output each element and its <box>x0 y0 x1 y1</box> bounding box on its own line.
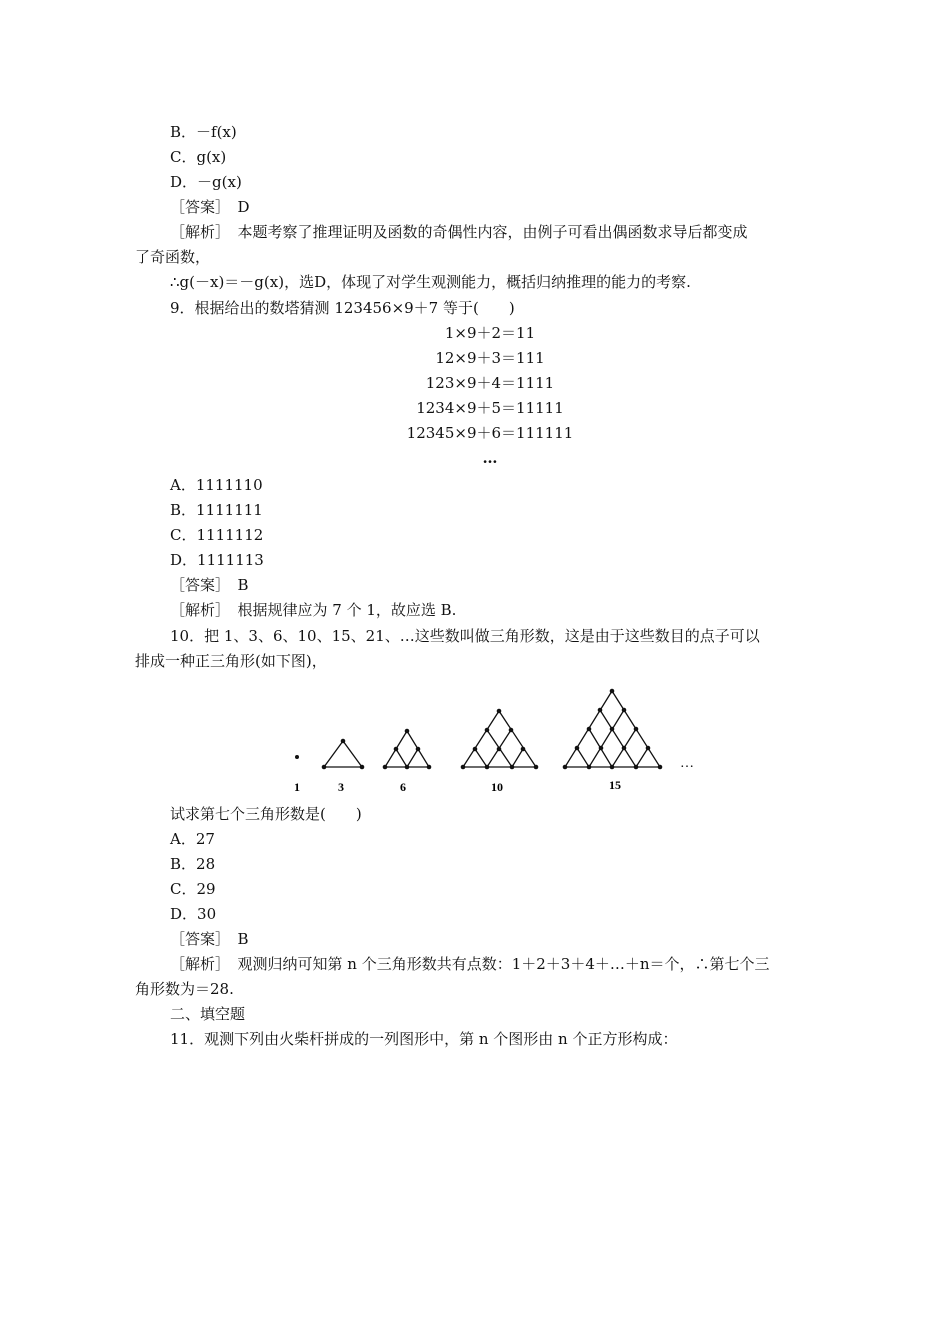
label-ellipsis: … <box>680 756 694 771</box>
q9-option-a: A．1111110 <box>170 476 263 494</box>
q11-stem: 11．观测下列由火柴杆拼成的一列图形中，第 n 个图形由 n 个正方形构成： <box>170 1030 678 1048</box>
q10-answer: ［答案］ B <box>170 930 249 948</box>
q8-answer: ［答案］ D <box>170 198 250 216</box>
q9-stem: 9．根据给出的数塔猜测 123456×9＋7 等于( ) <box>170 299 515 317</box>
triangle-6-outline <box>385 731 429 767</box>
q9-tower-row-3: 123×9＋4＝1111 <box>425 374 555 392</box>
label-6: 6 <box>400 780 406 794</box>
q9-option-c: C．1111112 <box>170 526 264 544</box>
q8-analysis-line2: 了奇函数， <box>135 248 211 266</box>
q10-analysis-line2: 角形数为＝28. <box>135 980 234 998</box>
dot-1 <box>295 755 299 759</box>
q9-option-b: B．1111111 <box>170 501 263 519</box>
q9-tower-row-2: 12×9＋3＝111 <box>435 349 545 367</box>
triangle-6-inner <box>396 749 418 767</box>
q10-question: 试求第七个三角形数是( ) <box>170 805 362 823</box>
q9-tower-row-4: 1234×9＋5＝11111 <box>416 399 564 417</box>
q10-option-d: D．30 <box>170 905 217 923</box>
q9-tower-ellipsis: … <box>482 449 498 467</box>
q9-answer: ［答案］ B <box>170 576 249 594</box>
q9-tower-row-5: 12345×9＋6＝111111 <box>406 424 574 442</box>
label-1: 1 <box>294 780 300 794</box>
q10-option-a: A．27 <box>170 830 215 848</box>
q9-option-d: D．1111113 <box>170 551 264 569</box>
q8-option-d: D．－g(x) <box>170 173 242 191</box>
q10-option-c: C．29 <box>170 880 216 898</box>
triangle-10-outline <box>463 711 536 767</box>
q9-tower-row-1: 1×9＋2＝11 <box>444 324 536 342</box>
q10-stem-line1: 10．把 1、3、6、10、15、21、…这些数叫做三角形数，这是由于这些数目的点子可以 <box>170 627 760 645</box>
q8-option-c: C．g(x) <box>170 148 227 166</box>
triangle-3-outline <box>324 741 362 767</box>
label-15: 15 <box>609 778 621 792</box>
q8-analysis-line3: ∴g(－x)＝－g(x)，选D，体现了对学生观测能力，概括归纳推理的能力的考察. <box>170 273 691 291</box>
q8-option-b: B．－f(x) <box>170 123 237 141</box>
q8-analysis-line1: ［解析］ 本题考察了推理证明及函数的奇偶性内容，由例子可看出偶函数求导后都变成 <box>170 223 748 241</box>
triangular-numbers-figure <box>280 685 700 795</box>
q10-option-b: B．28 <box>170 855 216 873</box>
section-2-heading: 二、填空题 <box>170 1005 246 1023</box>
q10-stem-line2: 排成一种正三角形(如下图)， <box>135 652 327 670</box>
triangle-15-inner <box>577 710 648 767</box>
q10-analysis-line1: ［解析］ 观测归纳可知第 n 个三角形数共有点数：1＋2＋3＋4＋…＋n＝个，∴第七个三 <box>170 955 770 973</box>
label-3: 3 <box>338 780 344 794</box>
q9-analysis: ［解析］ 根据规律应为 7 个 1，故应选 B. <box>170 601 457 619</box>
label-10: 10 <box>491 780 503 794</box>
